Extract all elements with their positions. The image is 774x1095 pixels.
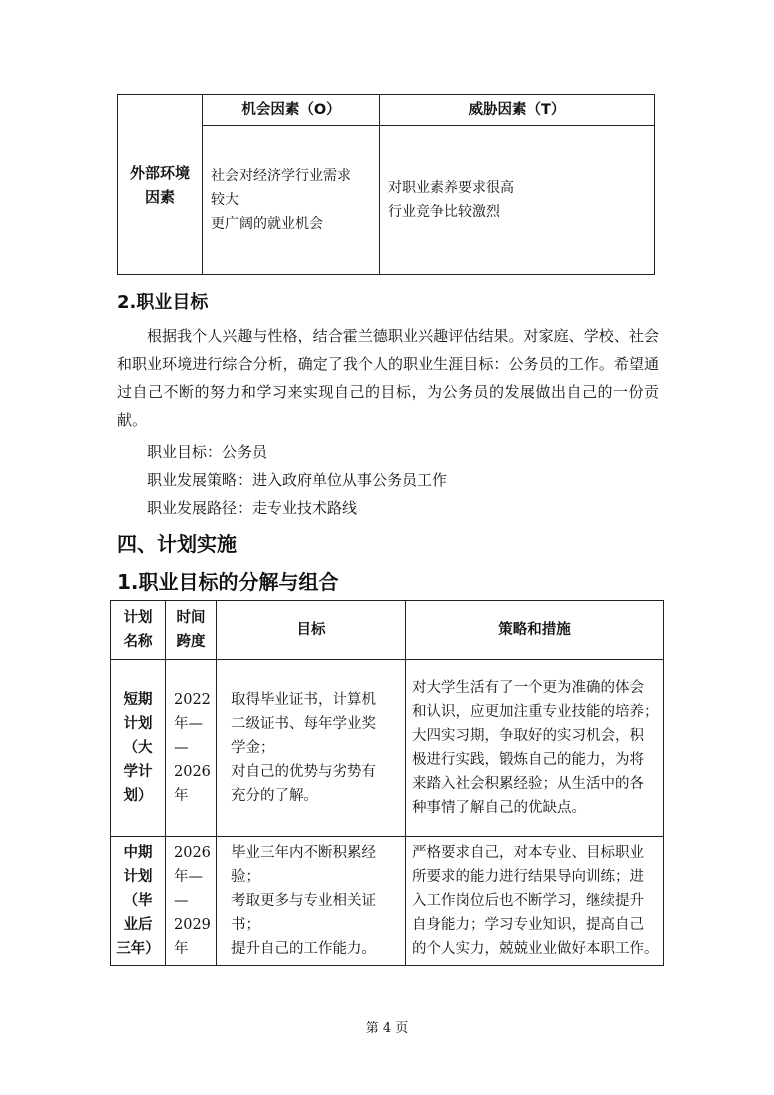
time-span-line: 年— <box>174 869 203 885</box>
plan-name-line: 三年） <box>116 941 160 957</box>
time-span-line: 2029 <box>174 917 211 933</box>
time-span-line: 2026 <box>174 845 211 861</box>
plan-name-line: （大 <box>123 740 153 756</box>
opportunity-header: 机会因素（O） <box>203 95 380 126</box>
goal-line: 验； <box>231 869 260 885</box>
career-goal-line: 职业目标：公务员 <box>147 443 268 461</box>
opportunity-line: 社会对经济学行业需求 <box>211 168 351 184</box>
goal-line: 学金； <box>231 740 275 756</box>
goal-line: 提升自己的工作能力。 <box>231 941 376 957</box>
header-time-span <box>166 601 217 660</box>
goal-line: 二级证书、每年学业奖 <box>231 716 376 732</box>
plan-name-cell <box>111 837 166 966</box>
strategy-line: 大四实习期，争取好的实习机会，积 <box>412 728 644 744</box>
strategy-line: 入工作岗位后也不断学习，继续提升 <box>412 893 644 909</box>
opportunity-line: 更广阔的就业机会 <box>211 216 323 232</box>
career-goal-paragraph: 根据我个人兴趣与性格，结合霍兰德职业兴趣评估结果。对家庭、学校、社会和职业环境进行综合分析，确定了我个人的职业生涯目标：公务员的工作。希望通过自己不断的努力和学习来实现自己的目标，为公务员的发展做出自己的一份贡献。 <box>117 327 659 429</box>
plan-name-line: 业后 <box>123 917 153 933</box>
goal-line: 毕业三年内不断积累经 <box>231 845 376 861</box>
header-plan-name <box>111 601 166 660</box>
header-time-span-line: 时间 <box>176 610 206 626</box>
strategy-line: 来踏入社会积累经验；从生活中的各 <box>412 776 644 792</box>
strategy-line: 的个人实力，兢兢业业做好本职工作。 <box>412 941 659 957</box>
time-span-line: 年— <box>174 716 203 732</box>
section-plan-breakdown-title: 1.职业目标的分解与组合 <box>117 570 339 594</box>
opportunity-line: 较大 <box>211 192 239 208</box>
goal-line: 取得毕业证书，计算机 <box>231 692 376 708</box>
plan-name-line: 计划 <box>123 869 153 885</box>
threat-line: 行业竞争比较激烈 <box>388 204 500 220</box>
time-span-line: 2022 <box>174 692 211 708</box>
time-span-cell <box>166 837 217 966</box>
goal-line: 考取更多与专业相关证 <box>231 893 376 909</box>
strategy-line: 自身能力；学习专业知识，提高自己 <box>412 917 644 933</box>
plan-name-line: 短期 <box>123 692 153 708</box>
plan-name-cell <box>111 660 166 837</box>
time-span-line: 年 <box>174 788 189 804</box>
page-number: 第 4 页 <box>365 1021 409 1036</box>
career-strategy-line: 职业发展策略：进入政府单位从事公务员工作 <box>147 471 448 489</box>
section-plan-title: 四、计划实施 <box>117 532 237 556</box>
time-span-cell <box>166 660 217 837</box>
swot-table <box>117 94 655 275</box>
strategy-line: 所要求的能力进行结果导向训练；进 <box>412 869 644 885</box>
goal-cell <box>217 837 406 966</box>
goal-line: 充分的了解。 <box>231 788 318 804</box>
time-span-line: 2026 <box>174 764 211 780</box>
header-plan-name-line: 名称 <box>123 634 153 650</box>
plan-table <box>110 600 664 966</box>
header-time-span-line: 跨度 <box>176 634 206 650</box>
plan-name-line: 中期 <box>123 845 153 861</box>
goal-cell <box>217 660 406 837</box>
plan-name-line: 计划 <box>123 716 153 732</box>
goal-line: 对自己的优势与劣势有 <box>231 764 376 780</box>
career-path-line: 职业发展路径：走专业技术路线 <box>147 499 358 517</box>
strategy-cell <box>406 837 664 966</box>
strategy-line: 极进行实践，锻炼自己的能力，为将 <box>412 752 644 768</box>
goal-line: 书； <box>231 917 260 933</box>
time-span-line: — <box>174 893 189 909</box>
plan-name-line: 学计 <box>123 764 153 780</box>
plan-name-line: 划） <box>123 788 153 804</box>
threat-header: 威胁因素（T） <box>380 95 655 126</box>
time-span-line: — <box>174 740 189 756</box>
header-goal: 目标 <box>217 601 406 660</box>
section-career-goal-title: 2.职业目标 <box>117 292 209 313</box>
opportunity-cell <box>203 126 380 275</box>
threat-line: 对职业素养要求很高 <box>388 180 514 196</box>
strategy-cell <box>406 660 664 837</box>
strategy-line: 和认识，应更加注重专业技能的培养； <box>412 704 659 720</box>
external-factors-label-line: 因素 <box>144 187 175 206</box>
strategy-line: 严格要求自己，对本专业、目标职业 <box>412 845 644 861</box>
external-factors-label <box>118 95 203 275</box>
time-span-line: 年 <box>174 941 189 957</box>
header-strategy: 策略和措施 <box>406 601 664 660</box>
strategy-line: 对大学生活有了一个更为准确的体会 <box>412 680 644 696</box>
header-plan-name-line: 计划 <box>123 610 153 626</box>
threat-cell <box>380 126 655 275</box>
table-row <box>111 660 664 837</box>
table-row <box>111 837 664 966</box>
strategy-line: 种事情了解自己的优缺点。 <box>412 800 586 816</box>
plan-name-line: （毕 <box>123 893 153 909</box>
external-factors-label-line: 外部环境 <box>129 163 190 182</box>
